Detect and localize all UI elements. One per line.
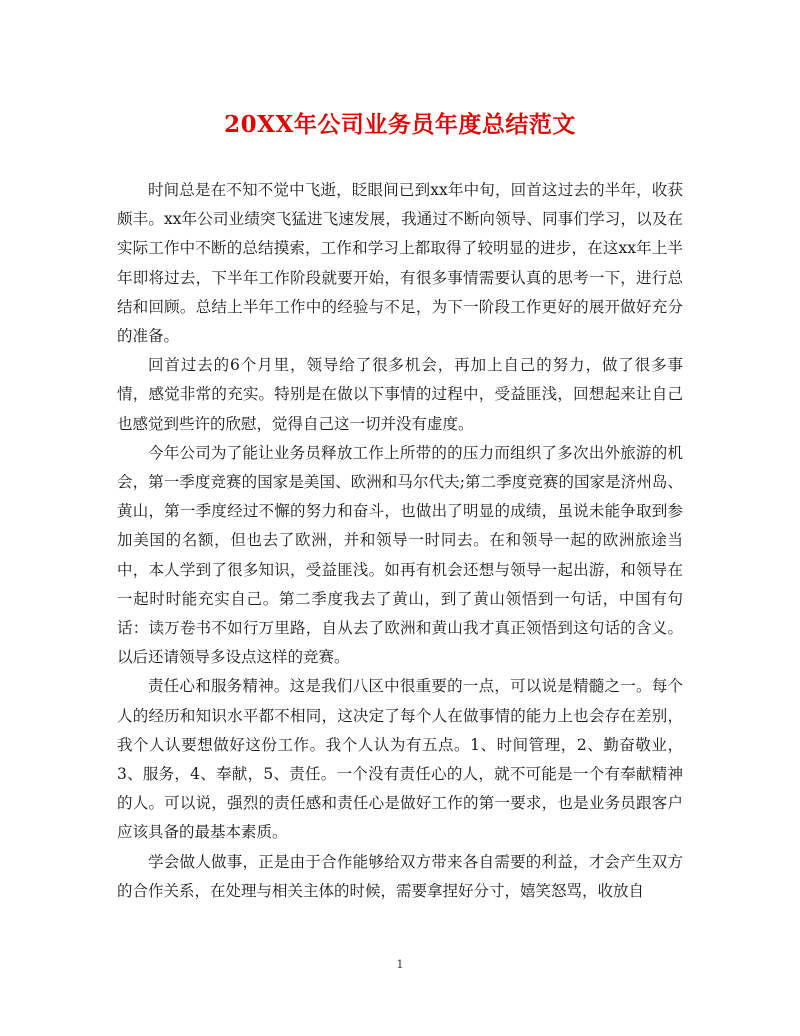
paragraph-4: 责任心和服务精神。这是我们八区中很重要的一点，可以说是精髓之一。每个人的经历和知识水平都不相同，这决定了每个人在做事情的能力上也会存在差别，我个人认要想做好这份工作。我个人认为有五点。1、时间管理，2、勤奋敬业，3、服务，4、奉献，5、责任。一个没有责任心的人，就不可能是一个有奉献精神的人。可以说，强烈的责任感和责任心是做好工作的第一要求，也是业务员跟客户应该具备的最基本素质。 [117, 677, 683, 842]
document-body [117, 176, 683, 906]
paragraph-3: 今年公司为了能让业务员释放工作上所带的的压力而组织了多次出外旅游的机会，第一季度竞赛的国家是美国、欧洲和马尔代夫;第二季度竞赛的国家是济州岛、黄山，第一季度经过不懈的努力和奋斗，也做出了明显的成绩，虽说未能争取到参加美国的名额，但也去了欧洲，并和领导一时同去。在和领导一起的欧洲旅途当中，本人学到了很多知识，受益匪浅。如再有机会还想与领导一起出游，和领导在一起时时能充实自己。第二季度我去了黄山，到了黄山领悟到一句话，中国有句话：读万卷书不如行万里路，自从去了欧洲和黄山我才真正领悟到这句话的含义。以后还请领导多设点这样的竞赛。 [117, 443, 683, 667]
paragraph-2: 回首过去的6个月里，领导给了很多机会，再加上自己的努力，做了很多事情，感觉非常的充实。特别是在做以下事情的过程中，受益匪浅，回想起来让自己也感觉到些许的欣慰，觉得自己这一切并没有虚度。 [117, 356, 683, 433]
paragraph-5: 学会做人做事，正是由于合作能够给双方带来各自需要的利益，才会产生双方的合作关系，在处理与相关主体的时候，需要拿捏好分寸，嬉笑怒骂，收放自 [117, 852, 683, 900]
document-title: 20XX年公司业务员年度总结范文 [224, 111, 576, 138]
paragraph-1: 时间总是在不知不觉中飞逝，眨眼间已到xx年中旬，回首这过去的半年，收获颇丰。xx年公司业绩突飞猛进飞速发展，我通过不断向领导、同事们学习，以及在实际工作中不断的总结摸索，工作和学习上都取得了较明显的进步，在这xx年上半年即将过去，下半年工作阶段就要开始，有很多事情需要认真的思考一下，进行总结和回顾。总结上半年工作中的经验与不足，为下一阶段工作更好的展开做好充分的准备。 [117, 181, 683, 346]
page-number: 1 [396, 958, 404, 971]
